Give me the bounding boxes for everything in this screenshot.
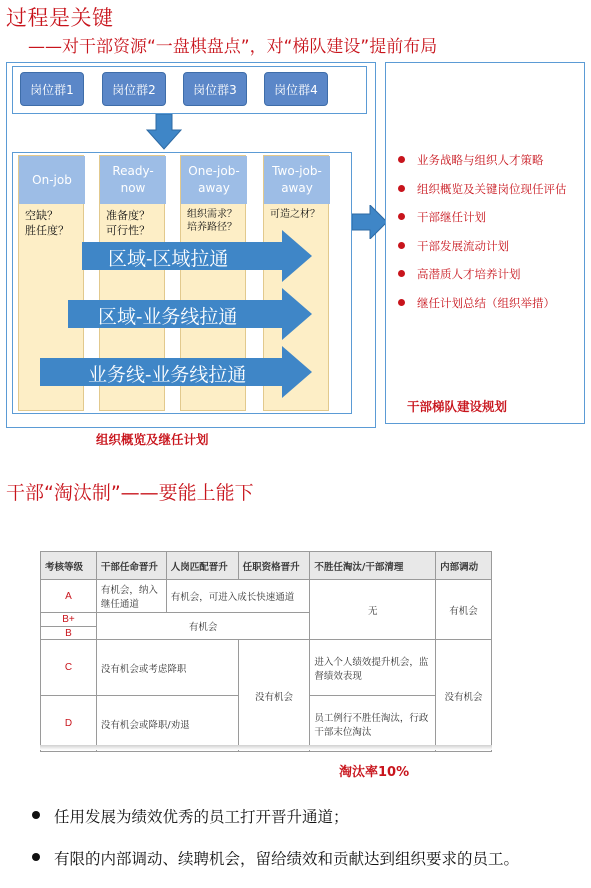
post-group-2: 岗位群2 — [102, 72, 166, 106]
level-b: B — [41, 627, 97, 640]
table-shadow — [40, 745, 492, 750]
cell-c-appointment: 没有机会或考虑降职 — [96, 640, 238, 696]
col-header-qualification: 任职资格晋升 — [238, 552, 310, 580]
right-arrow-icon — [352, 205, 388, 239]
arrow-label-region-business: 区域-业务线拉通 — [98, 306, 238, 328]
list-item: 干部发展流动计划 — [396, 236, 582, 265]
cell-d-appointment: 没有机会或降职/劝退 — [96, 696, 238, 752]
post-group-3: 岗位群3 — [183, 72, 247, 106]
cell-a-match: 有机会，可进入成长快速通道 — [166, 580, 310, 613]
succession-plan-list — [396, 150, 582, 322]
table-row — [41, 640, 492, 696]
post-group-1: 岗位群1 — [20, 72, 84, 106]
list-item: 干部继任计划 — [396, 207, 582, 236]
bullet-icon — [398, 270, 405, 277]
bullet-icon — [32, 811, 40, 819]
stage-head-one-job-away: One-job- away — [181, 156, 247, 204]
table-header-row — [41, 552, 492, 580]
arrow-region-region — [82, 230, 312, 282]
col-header-match: 人岗匹配晋升 — [166, 552, 238, 580]
bullet-icon — [398, 242, 405, 249]
cell-c-elimination: 进入个人绩效提升机会，监督绩效表现 — [310, 640, 436, 696]
elimination-table — [40, 551, 492, 752]
arrow-label-business-business: 业务线-业务线拉通 — [88, 364, 247, 386]
col-header-transfer: 内部调动 — [436, 552, 492, 580]
arrow-label-region-region: 区域-区域拉通 — [108, 248, 229, 270]
bullet-icon — [398, 185, 405, 192]
stage-head-ready-now: Ready- now — [100, 156, 166, 204]
cell-d-elimination: 员工例行不胜任淘汰，行政干部末位淘汰 — [310, 696, 436, 752]
bullet-icon — [398, 299, 405, 306]
cell-ab-elimination: 无 — [310, 580, 436, 640]
down-arrow-icon — [146, 114, 182, 150]
elimination-rate: 淘汰率10% — [339, 765, 410, 780]
level-c: C — [41, 640, 97, 696]
post-group-row — [12, 66, 367, 114]
cell-a-appointment: 有机会，纳入继任通道 — [96, 580, 166, 613]
list-item: 任用发展为绩效优秀的员工打开晋升通道； — [32, 805, 349, 827]
col-header-level: 考核等级 — [41, 552, 97, 580]
col-header-appointment: 干部任命晋升 — [96, 552, 166, 580]
table-row — [41, 580, 492, 613]
bullet-icon — [398, 156, 405, 163]
stage-head-on-job: On-job — [19, 156, 85, 204]
stage-text-ready-now: 准备度？ 可行性？ — [106, 209, 150, 237]
cell-cd-transfer: 没有机会 — [436, 640, 492, 752]
cell-b-row: 有机会 — [96, 613, 310, 640]
list-item: 有限的内部调动、续聘机会，留给绩效和贡献达到组织要求的员工。 — [32, 847, 519, 869]
post-group-4: 岗位群4 — [264, 72, 328, 106]
list-item: 继任计划总结（组织举措） — [396, 293, 582, 322]
stage-text-one-job-away: 组织需求？ 培养路径？ — [187, 209, 237, 233]
level-b-plus: B+ — [41, 613, 97, 627]
cell-ab-transfer: 有机会 — [436, 580, 492, 640]
section2-title: 干部“淘汰制”——要能上能下 — [6, 482, 254, 504]
succession-plan-caption: 干部梯队建设规划 — [407, 399, 508, 414]
cell-cd-qualification: 没有机会 — [238, 640, 310, 752]
arrow-business-business — [40, 346, 312, 398]
list-item: 业务战略与组织人才策略 — [396, 150, 582, 179]
stage-head-two-job-away: Two-job- away — [264, 156, 330, 204]
level-a: A — [41, 580, 97, 613]
arrow-region-business — [68, 288, 312, 340]
section1-title: 过程是关键 — [6, 6, 114, 30]
list-item: 组织概览及关键岗位现任评估 — [396, 179, 582, 208]
list-item: 高潜质人才培养计划 — [396, 264, 582, 293]
org-overview-caption: 组织概览及继任计划 — [96, 432, 209, 447]
bullet-icon — [398, 213, 405, 220]
section1-subtitle: ——对干部资源“一盘棋盘点”，对“梯队建设”提前布局 — [28, 37, 438, 57]
col-header-elimination: 不胜任淘汰/干部清理 — [310, 552, 436, 580]
stage-text-two-job-away: 可造之材？ — [270, 209, 320, 220]
stage-text-on-job: 空缺？ 胜任度？ — [25, 209, 69, 237]
bullet-icon — [32, 853, 40, 861]
level-d: D — [41, 696, 97, 752]
